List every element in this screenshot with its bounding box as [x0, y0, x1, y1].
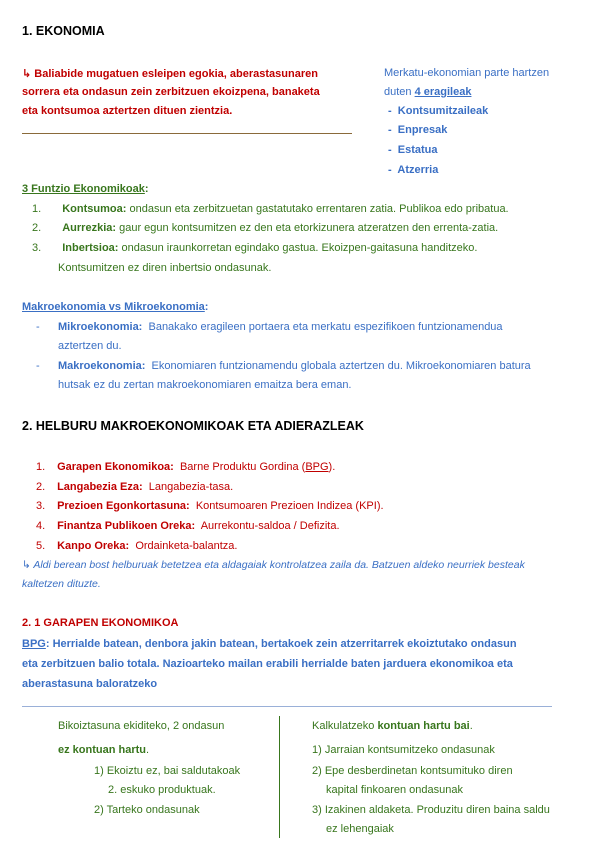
- agents-intro-line1: Merkatu-ekonomian parte hartzen: [384, 67, 550, 79]
- section-title-goals: 2. HELBURU MAKROEKONOMIKOAK ETA ADIERAZLEAK: [22, 419, 364, 433]
- right-col-line: 1) Jarraian kontsumitzeko ondasunak: [312, 744, 495, 756]
- macro-item-continuation: hutsak ez du zertan makroekonomiaren emaitza bera eman.: [58, 379, 352, 391]
- goal-item: 2. Langabezia Eza: Langabezia-tasa.: [36, 481, 234, 493]
- column-divider: [279, 716, 280, 838]
- bpg-definition-line3: aberastasuna baloratzeko: [22, 678, 158, 690]
- bpg-label: BPG: [22, 638, 46, 650]
- economy-definition-line1: ↳ Baliabide mugatuen esleipen egokia, aberastasunaren: [22, 68, 318, 80]
- function-item: 2. Aurrezkia: gaur egun kontsumitzen ez den eta etorkizunera atzeratzen den errenta-zatia.: [32, 222, 499, 234]
- agent-item: - Enpresak: [388, 124, 448, 136]
- agent-item: - Kontsumitzaileak: [388, 105, 489, 117]
- goals-note-line1: ↳ Aldi berean bost helburuak betetzea eta aldagaiak kontrolatzea zaila da. Batzuen aldeko neurriek besteak: [22, 559, 525, 571]
- goal-item: 5. Kanpo Oreka: Ordainketa-balantza.: [36, 540, 238, 552]
- left-col-line: 2) Tarteko ondasunak: [94, 804, 200, 816]
- macro-micro-heading: Makroekonomia vs Mikroekonomia:: [22, 301, 209, 313]
- right-col-line: ez lehengaiak: [326, 823, 394, 835]
- micro-item: - Mikroekonomia: Banakako eragileen portaera eta merkatu espezifikoen funtzionamendua: [36, 321, 503, 333]
- goal-item: 4. Finantza Publikoen Oreka: Aurrekontu-saldoa / Defizita.: [36, 520, 340, 532]
- divider-line: [22, 133, 352, 134]
- goal-item: 1. Garapen Ekonomikoa: Barne Produktu Gordina (BPG).: [36, 461, 336, 473]
- right-col-line: kapital finkoaren ondasunak: [326, 784, 463, 796]
- bpg-definition-line2: eta zerbitzuen balio totala. Nazioarteko mailan erabili herrialde baten jarduera ekonomikoa eta: [22, 658, 513, 670]
- goal-item: 3. Prezioen Egonkortasuna: Kontsumoaren Prezioen Indizea (KPI).: [36, 500, 384, 512]
- function-item-continuation: Kontsumitzen ez diren inbertsio ondasunak.: [58, 262, 272, 274]
- divider-line: [22, 706, 552, 707]
- economy-definition-line3: eta kontsumoa aztertzen dituen zientzia.: [22, 105, 233, 117]
- left-col-line: 2. eskuko produktuak.: [108, 784, 216, 796]
- left-col-line: ez kontuan hartu.: [58, 744, 150, 756]
- right-col-line: 3) Izakinen aldaketa. Produzitu diren baina saldu: [312, 804, 550, 816]
- functions-heading: 3 Funtzio Ekonomikoak:: [22, 183, 149, 195]
- function-item: 3. Inbertsioa: ondasun iraunkorretan egindako gastua. Ekoizpen-gaitasuna handitzeko.: [32, 242, 478, 254]
- section-title-economic-growth: 2. 1 GARAPEN EKONOMIKOA: [22, 617, 179, 629]
- arrow-icon: ↳: [22, 68, 32, 80]
- right-col-line: 2) Epe desberdinetan kontsumituko diren: [312, 765, 513, 777]
- function-item: 1. Kontsumoa: ondasun eta zerbitzuetan gastatutako errentaren zatia. Publikoa edo pribatua.: [32, 203, 509, 215]
- goals-note-line2: kaltetzen dituzte.: [22, 578, 101, 590]
- micro-item-continuation: aztertzen du.: [58, 340, 122, 352]
- agent-item: - Atzerria: [388, 164, 439, 176]
- section-title-ekonomia: 1. EKONOMIA: [22, 24, 105, 38]
- right-col-line: Kalkulatzeko kontuan hartu bai.: [312, 720, 473, 732]
- macro-item: - Makroekonomia: Ekonomiaren funtzionamendu globala aztertzen du. Mikroekonomiaren batura: [36, 360, 531, 372]
- left-col-line: 1) Ekoiztu ez, bai saldutakoak: [94, 765, 241, 777]
- left-col-line: Bikoiztasuna ekiditeko, 2 ondasun: [58, 720, 225, 732]
- bpg-definition-line1: BPG: Herrialde batean, denbora jakin batean, bertakoek zein atzerritarrek ekoiztutako ondasun: [22, 638, 517, 650]
- agent-item: - Estatua: [388, 144, 438, 156]
- agents-intro-line2: duten 4 eragileak: [384, 86, 472, 98]
- agents-count: 4 eragileak: [414, 86, 472, 98]
- economy-definition-line2: sorrera eta ondasun zein zerbitzuen ekoizpena, banaketa: [22, 86, 320, 98]
